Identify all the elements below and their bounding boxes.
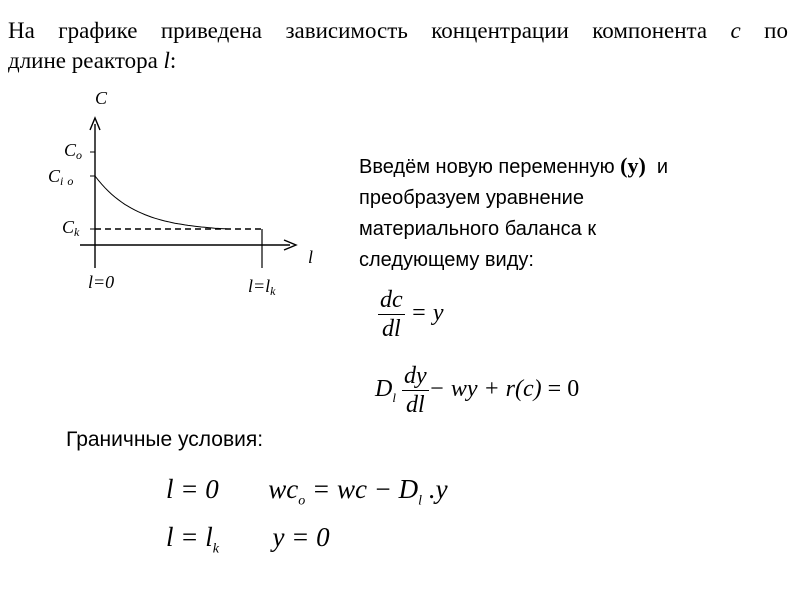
- side-line-2: преобразуем уравнение: [359, 187, 584, 209]
- intro-word: c: [730, 18, 741, 43]
- side-line-3: материального баланса к: [359, 218, 597, 240]
- intro-word: На: [8, 18, 35, 43]
- equation-1: [378, 286, 444, 343]
- equation-2: [375, 362, 579, 419]
- boundary-condition-2: [166, 522, 330, 557]
- bc1-left: l = 0: [166, 474, 219, 504]
- bc2-left: $l = l_k$: [166, 522, 219, 557]
- equation1-rhs: = y: [410, 300, 444, 327]
- side-line-4: следующему виду:: [359, 249, 534, 271]
- coef-d: $D_l$: [375, 376, 396, 405]
- concentration-curve: [95, 176, 228, 229]
- intro-word: по: [764, 18, 788, 43]
- bc1-right: $wc_o$ = wc − $D_l$ .y: [268, 474, 448, 509]
- side-text: [359, 150, 789, 276]
- y-axis-label: C: [95, 88, 108, 108]
- intro-word: зависимость: [285, 18, 408, 43]
- boundary-conditions-title: Граничные условия:: [66, 428, 264, 451]
- boundary-condition-1: [166, 474, 448, 509]
- fraction-dc-dl: $\frac{dc}{dl}$: [380, 287, 403, 342]
- label-ck: Ck: [62, 217, 80, 239]
- bc2-right: y = 0: [272, 522, 330, 552]
- variable-y-bold: (y): [620, 153, 646, 178]
- label-ci0: Ci o: [48, 166, 74, 188]
- intro-word: приведена: [160, 18, 263, 43]
- intro-word: компонента: [592, 18, 708, 43]
- intro-word: концентрации: [431, 18, 569, 43]
- intro-line2-prefix: длине реактора: [8, 48, 164, 73]
- equation2-rest: − wy + r(c) = 0: [428, 376, 580, 403]
- intro-var-l: l: [163, 48, 170, 73]
- x-end-label: l=lk: [248, 276, 276, 298]
- x-axis-label: l: [308, 247, 314, 267]
- label-c0: Co: [64, 140, 83, 162]
- intro-word: графике: [58, 18, 138, 43]
- x-start-label: l=0: [88, 272, 115, 292]
- fraction-dy-dl: $\frac{dy}{dl}$: [403, 363, 427, 418]
- side-line-1: Введём новую переменную (y) и: [359, 153, 669, 178]
- intro-line2-suffix: :: [169, 48, 177, 73]
